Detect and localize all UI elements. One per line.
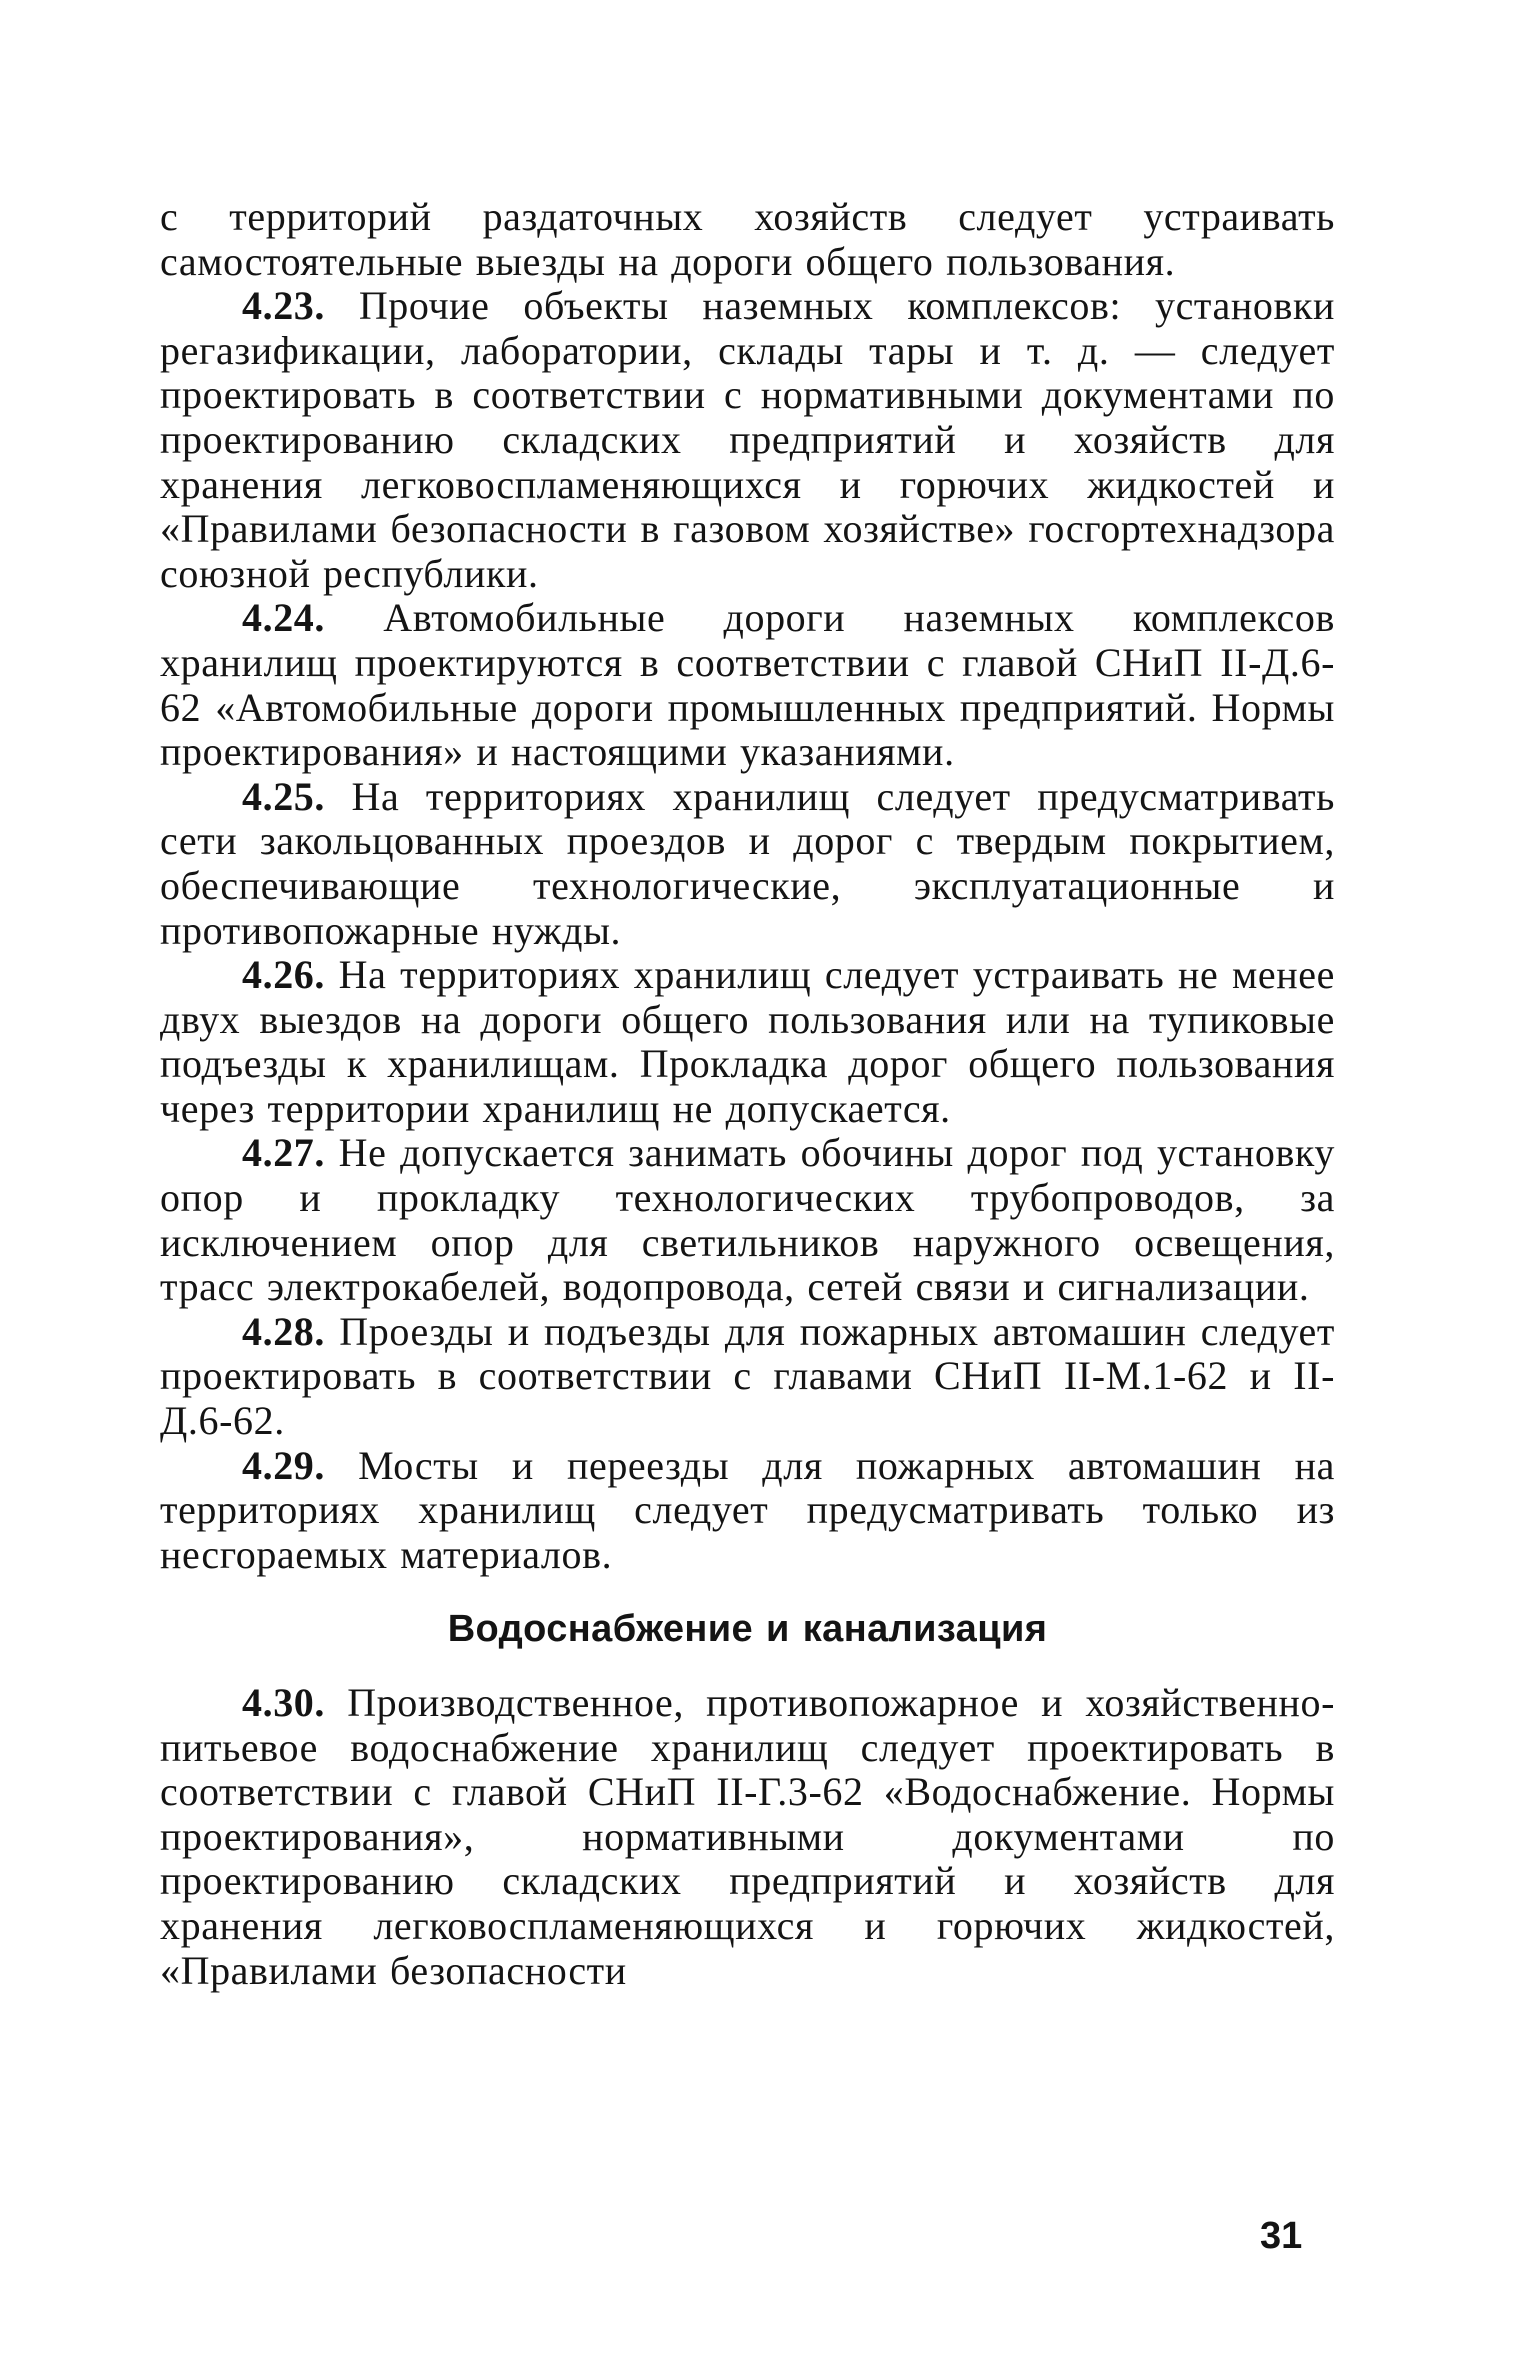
paragraph-number: 4.30. xyxy=(242,1680,325,1725)
paragraph-number: 4.27. xyxy=(242,1130,325,1176)
paragraph-text: с территорий раздаточных хозяйств следует устраивать самостоятельные выезды на дороги общего пользования. xyxy=(160,194,1335,284)
paragraph-4-30 xyxy=(160,1681,1335,1993)
paragraph-text: Проезды и подъезды для пожарных автомашин следует проектировать в соответствии с главами СНиП II-М.1-62 и II-Д.6-62. xyxy=(160,1308,1335,1444)
paragraph-text: Автомобильные дороги наземных комплексов хранилищ проектируются в соответствии с главой СНиП II-Д.6-62 «Автомобильные дороги промышленных предприятий. Нормы проектирования» и настоящими указаниями. xyxy=(160,595,1335,775)
paragraph-text: Не допускается занимать обочины дорог под установку опор и прокладку технологических трубопроводов, за исключением опор для светильников наружного освещения, трасс электрокабелей, водопровода, сетей связи и сигнализации. xyxy=(160,1130,1335,1310)
paragraph-text: Производственное, противопожарное и хозяйственно-питьевое водоснабжение хранилищ следует проектировать в соответствии с главой СНиП II-Г.3-62 «Водоснабжение. Нормы проектирования», нормативными документами по проектированию складских предприятий и хозяйств для хранения легковоспламеняющихся и горючих жидкостей, «Правилами безопасности xyxy=(160,1680,1336,1993)
paragraph-number: 4.23. xyxy=(242,283,325,329)
paragraph-4-28 xyxy=(160,1310,1335,1444)
paragraph-4-25 xyxy=(160,775,1335,953)
paragraph-4-27 xyxy=(160,1131,1335,1309)
paragraph-number: 4.28. xyxy=(242,1308,325,1354)
page-number: 31 xyxy=(1260,2215,1303,2257)
body-text xyxy=(160,195,1335,1993)
paragraph-number: 4.26. xyxy=(242,952,325,998)
paragraph-4-23 xyxy=(160,284,1335,596)
paragraph-text: Мосты и переезды для пожарных автомашин на территориях хранилищ следует предусматривать только из несгораемых материалов. xyxy=(160,1442,1335,1577)
paragraph-4-24 xyxy=(160,596,1335,774)
paragraph-number: 4.25. xyxy=(242,773,325,819)
section-heading: Водоснабжение и канализация xyxy=(447,1608,1048,1651)
paragraph-continuation xyxy=(160,195,1335,284)
paragraph-text: На территориях хранилищ следует предусматривать сети закольцованных проездов и дорог с твердым покрытием, обеспечивающие технологические, эксплуатационные и противопожарные нужды. xyxy=(160,773,1335,953)
paragraph-text: Прочие объекты наземных комплексов: установки регазификации, лаборатории, склады тары и т. д. — следует проектировать в соответствии с нормативными документами по проектированию складских предприятий и хозяйств для хранения легковоспламеняющихся и горючих жидкостей и «Правилами безопасности в газовом хозяйстве» госгортехнадзора союзной республики. xyxy=(160,283,1335,596)
paragraph-4-29 xyxy=(160,1444,1335,1578)
paragraph-text: На территориях хранилищ следует устраивать не менее двух выездов на дороги общего пользования или на тупиковые подъезды к хранилищам. Прокладка дорог общего пользования через территории хранилищ не допускается. xyxy=(160,952,1335,1131)
paragraph-number: 4.24. xyxy=(242,595,325,641)
paragraph-4-26 xyxy=(160,953,1335,1131)
paragraph-number: 4.29. xyxy=(242,1442,325,1488)
